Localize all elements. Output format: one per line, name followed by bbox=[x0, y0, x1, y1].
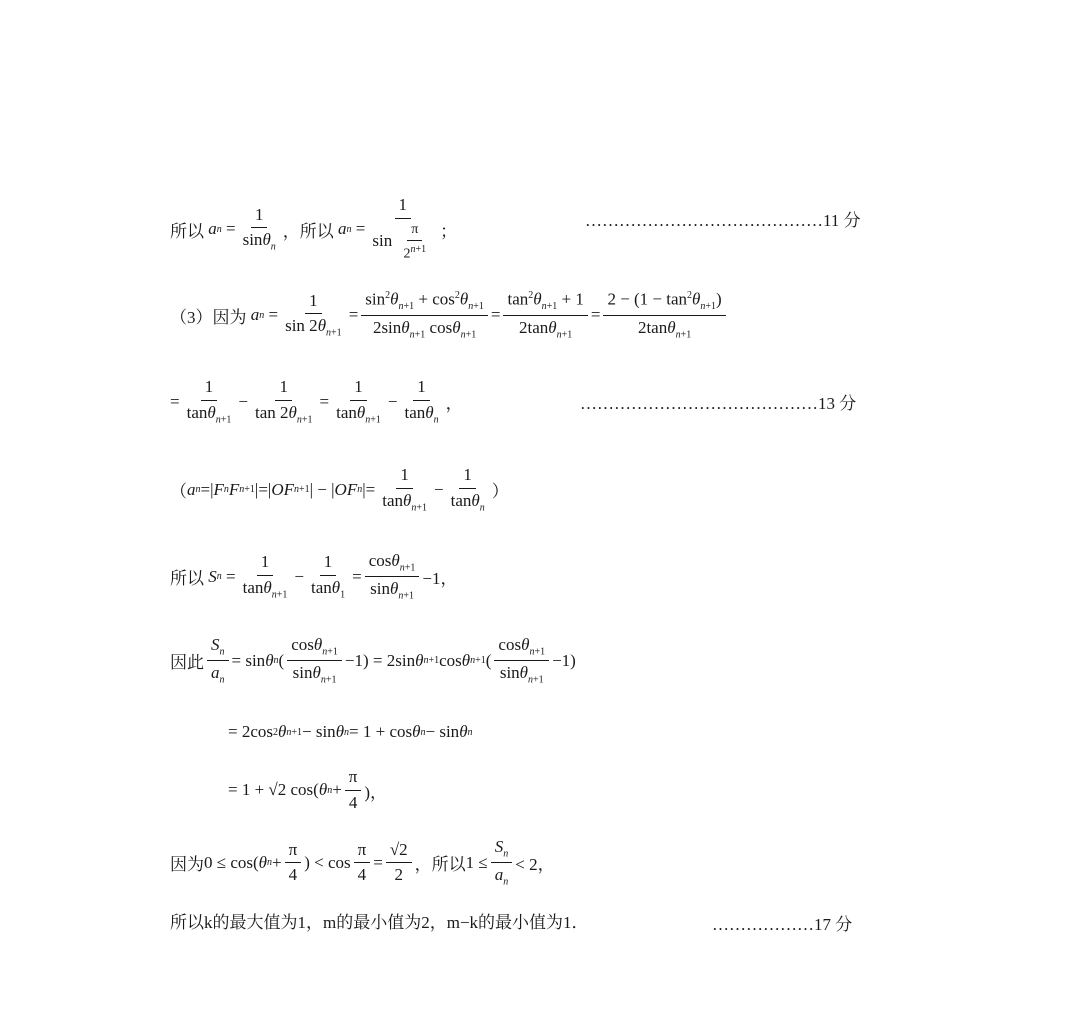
line-ratio: 因此 $\frac{S_n}{a_n}$ = sin θ n ( $\frac{\cos\theta_{n+1}}{\sin\theta_{n+1}}$ −1) = 2sin θ n+1 cos θ n+1 ( $\frac{\cos\theta_{n+1}}{\sin\theta_{n+1}}$ −1) bbox=[170, 635, 576, 686]
line-sn: 所以 S n = $\frac{1}{\tan\theta_{n+1}}$ − $\frac{1}{\tan\theta_1}$ = $\frac{\cos\theta_{n+1}}{\sin\theta_{n+1}}$ −1， bbox=[170, 551, 458, 602]
score-11: ……………………………………11 分 bbox=[585, 211, 861, 230]
line-final bbox=[170, 908, 589, 933]
score-17: ………………17 分 bbox=[712, 915, 853, 934]
line-geometric: （ a n =| F n F n+1 |=| OF n+1 | − | OF n |= $\frac{1}{\tan\theta_{n+1}}$ − $\frac{1}{\tan\theta_n}$ ） bbox=[170, 465, 509, 514]
line-simplify-2: = 1 + √2 cos( θ n + $\frac{\pi}{4}$ )， bbox=[228, 767, 388, 812]
fraction: $\frac{1}{\sin\theta_n}$ bbox=[242, 204, 276, 253]
line-an-formula: 所以 a n = $\frac{1}{\sin\theta_n}$ ，所以 a n = 1 sin $\frac{\pi}{2^{n+1}}$ ； bbox=[170, 195, 458, 262]
text-yinci: 因此 bbox=[170, 653, 204, 673]
line-simplify-1: = 2cos 2 θ n+1 − sin θ n = 1 + cos θ n − sin θ n bbox=[228, 722, 473, 741]
text-part3: （3）因为 bbox=[170, 307, 247, 327]
text-suoyi2: ，所以 bbox=[414, 855, 466, 875]
score-13: ……………………………………13 分 bbox=[580, 394, 857, 413]
line-telescoping: = $\frac{1}{\tan\theta_{n+1}}$ − $\frac{1}{\tan 2\theta_{n+1}}$ = $\frac{1}{\tan\theta_{n+1}}$ − $\frac{1}{\tan\theta_n}$ ， bbox=[170, 377, 463, 426]
line-part3: （3）因为 a n = $\frac{1}{\sin 2\theta_{n+1}}$ = $\frac{\sin^2\theta_{n+1} + \cos^2\theta_{n+1}}{2\sin\theta_{n+1} \cos\theta_{n+1}}$ = $\frac{\tan^2\theta_{n+1} + 1}{2\tan\theta_{n+1}}$ = $\frac{2 - (1 - \tan^2\theta_{n+1})}{2\tan\theta_{n+1}}$ bbox=[170, 290, 729, 340]
fraction: 1 sin $\frac{\pi}{2^{n+1}}$ bbox=[372, 195, 427, 262]
text-final: 所以k的最大值为1，m的最小值为2，m−k的最小值为1． bbox=[170, 913, 589, 932]
line-bound: 因为 0 ≤ cos( θ n + $\frac{\pi}{4}$ ) < cos $\frac{\pi}{4}$ = $\frac{√2}{2}$ ，所以 1 ≤ $\frac{S_n}{a_n}$ < 2， bbox=[170, 837, 555, 888]
text-suoyi-comma: ，所以 bbox=[282, 221, 334, 241]
text-suoyi: 所以 bbox=[170, 221, 204, 241]
text-yinwei: 因为 bbox=[170, 855, 204, 875]
